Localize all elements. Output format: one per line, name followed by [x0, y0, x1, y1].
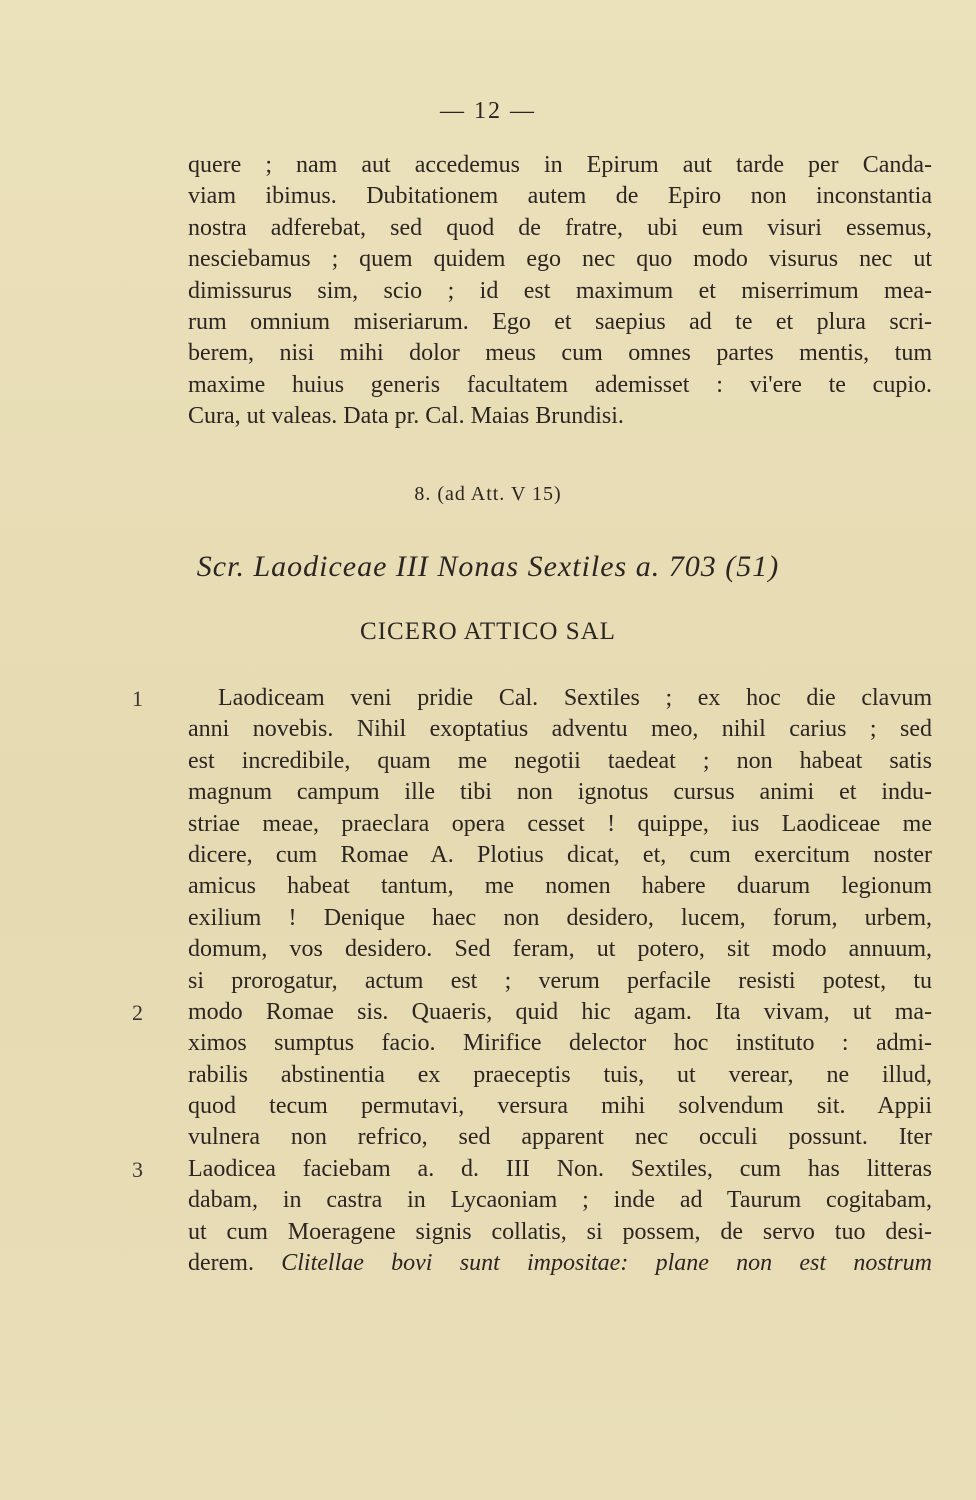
closing-italic-text: Clitellae bovi sunt impositae: plane non est nostrum [281, 1250, 932, 1277]
letter-salutation: CICERO ATTICO SAL [360, 618, 616, 645]
text-line: magnum campum ille tibi non ignotus cursus animi et indu- [188, 779, 932, 806]
text-line: quod tecum permutavi, versura mihi solvendum sit. Appii [188, 1093, 932, 1120]
text-line: domum, vos desidero. Sed feram, ut potero, sit modo annuum, [188, 936, 932, 963]
text-line: exilium ! Denique haec non desidero, lucem, forum, urbem, [188, 904, 932, 931]
text-line: vulnera non refrico, sed apparent nec occuli possunt. Iter [188, 1124, 932, 1151]
text-line: rum omnium miseriarum. Ego et saepius ad te et plura scri- [188, 308, 932, 335]
text-line: anni novebis. Nihil exoptatius adventu meo, nihil carius ; sed [188, 716, 932, 743]
text-line: dicere, cum Romae A. Plotius dicat, et, cum exercitum noster [188, 841, 932, 868]
page-number: — 12 — [440, 98, 536, 124]
text-line: modo Romae sis. Quaeris, quid hic agam. Ita vivam, ut ma- [188, 998, 932, 1025]
text-line: amicus habeat tantum, me nomen habere duarum legionum [188, 873, 932, 900]
section-number: 1 [132, 686, 143, 711]
letter-date-heading: Scr. Laodiceae III Nonas Sextiles a. 703 (51) [196, 550, 780, 583]
text-line [188, 1248, 932, 1279]
text-line: dimissurus sim, scio ; id est maximum et miserrimum mea- [188, 277, 932, 304]
text-line: Laodiceam veni pridie Cal. Sextiles ; ex hoc die clavum [218, 685, 932, 711]
text-line: si prorogatur, actum est ; verum perfacile resisti potest, tu [188, 967, 932, 994]
text-line: Cura, ut valeas. Data pr. Cal. Maias Brundisi. [188, 403, 624, 430]
text-line-roman: derem. [188, 1250, 254, 1277]
text-line: striae meae, praeclara opera cesset ! quippe, ius Laodiceae me [188, 810, 932, 837]
letter-body [132, 683, 932, 1279]
text-line: dabam, in castra in Lycaoniam ; inde ad Taurum cogitabam, [188, 1187, 932, 1214]
text-line: est incredibile, quam me negotii taedeat ; non habeat satis [188, 747, 932, 774]
text-line: maxime huius generis facultatem ademisset : vi'ere te cupio. [188, 371, 932, 398]
text-line: berem, nisi mihi dolor meus cum omnes partes mentis, tum [188, 340, 932, 367]
text-line: rabilis abstinentia ex praeceptis tuis, ut verear, ne illud, [188, 1061, 932, 1088]
text-line: ut cum Moeragene signis collatis, si possem, de servo tuo desi- [188, 1218, 932, 1245]
section-number: 2 [132, 999, 143, 1025]
section-number: 3 [132, 1156, 143, 1182]
text-line: nostra adferebat, sed quod de fratre, ubi eum visuri essemus, [188, 214, 932, 241]
text-line: viam ibimus. Dubitationem autem de Epiro non inconstantia [188, 183, 932, 210]
text-line: nesciebamus ; quem quidem ego nec quo modo visurus nec ut [188, 246, 932, 273]
text-line: quere ; nam aut accedemus in Epirum aut tarde per Canda- [188, 152, 932, 178]
text-line: ximos sumptus facio. Mirifice delector hoc instituto : admi- [188, 1030, 932, 1057]
text-line: Laodicea faciebam a. d. III Non. Sextiles, cum has litteras [188, 1155, 932, 1182]
top-paragraph [188, 150, 932, 433]
letter-reference: 8. (ad Att. V 15) [414, 483, 562, 505]
